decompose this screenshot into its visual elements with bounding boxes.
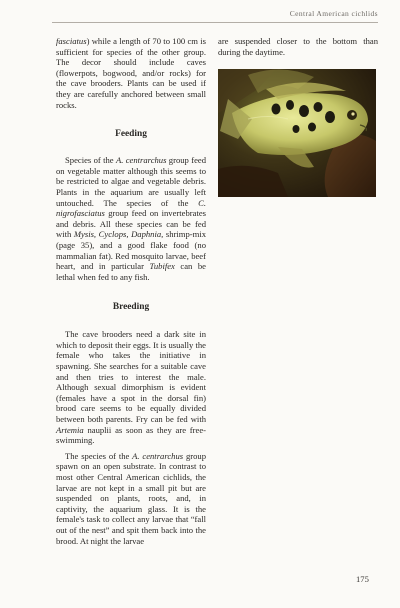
feeding-heading: Feeding	[115, 129, 147, 140]
feeding-text-3: group feed on invertebrates and debris. All these species can be fed with	[56, 208, 206, 240]
cichlid-fish-photo	[218, 69, 376, 197]
running-title: Central American cichlids	[289, 9, 378, 18]
feeding-paragraph	[56, 155, 206, 282]
feeding-italic-3: Mysis, Cyclops, Daphnia,	[73, 229, 164, 240]
right-column	[218, 36, 378, 197]
left-column	[56, 36, 206, 546]
breeding-paragraph-1	[56, 329, 206, 446]
feeding-text-2: group feed on vegetable matter although this seems to be restricted to algae and vegetable debris. Plants in the aquarium are usually left untouched. The species of the	[56, 155, 206, 208]
breeding-p1-text-1: The cave brooders need a dark site in which to deposit their eggs. It is usually the female who takes the initiative in spawning. She searches for a suitable cave and then tries to interest the male. Although sexual dimorphism is evident (females have a spot in the dorsal fin) brood care seems to be equally divided between both parents. Fry can be fed with	[56, 329, 206, 425]
header-rule	[52, 22, 378, 23]
cichlid-photo-icon	[218, 69, 376, 197]
feeding-italic-2: C. nigrofasciatus	[56, 197, 206, 219]
breeding-p2-text-1: The species of the	[65, 450, 133, 461]
feeding-italic-4: Tubifex	[149, 261, 175, 272]
breeding-p2-text-2: group spawn on an open substrate. In contrast to most other Central American cichlids, the larvae are not kept in a small pit but are suspended on plants, roots, and, in captivity, the aquarium glass. It is the female's task to collect any larvae that “fall out of the nest” and spit them back into the brood. At night the larvae	[56, 450, 207, 546]
feeding-text-4: shrimp-mix (page 35), and a good flake food (no mammalian fat). Red mosquito larvae, beef heart, and in particular	[56, 229, 206, 272]
breeding-p2-italic: A. centrarchus	[132, 450, 184, 461]
page-number: 175	[356, 574, 369, 584]
intro-italic: fasciatus	[56, 36, 87, 46]
feeding-text-1: Species of the	[65, 155, 116, 166]
intro-text: ) while a length of 70 to 100 cm is sufficient for species of the other group. The decor should include caves (flowerpots, bogwood, and/or rocks) for the cave brooders. Plants can be used if they are carefully anchored between small rocks.	[56, 36, 206, 110]
breeding-paragraph-2	[56, 451, 206, 546]
intro-paragraph	[56, 36, 206, 110]
running-header	[0, 0, 400, 26]
breeding-p1-text-2: nauplii as soon as they are free-swimming.	[56, 424, 206, 446]
continuation-paragraph: are suspended closer to the bottom than during the daytime.	[218, 36, 378, 57]
feeding-text-5: can be lethal when fed to any fish.	[56, 261, 206, 282]
breeding-p1-italic: Artemia	[56, 424, 84, 435]
feeding-italic-1: A. centrarchus	[115, 155, 167, 166]
breeding-heading: Breeding	[112, 302, 150, 313]
